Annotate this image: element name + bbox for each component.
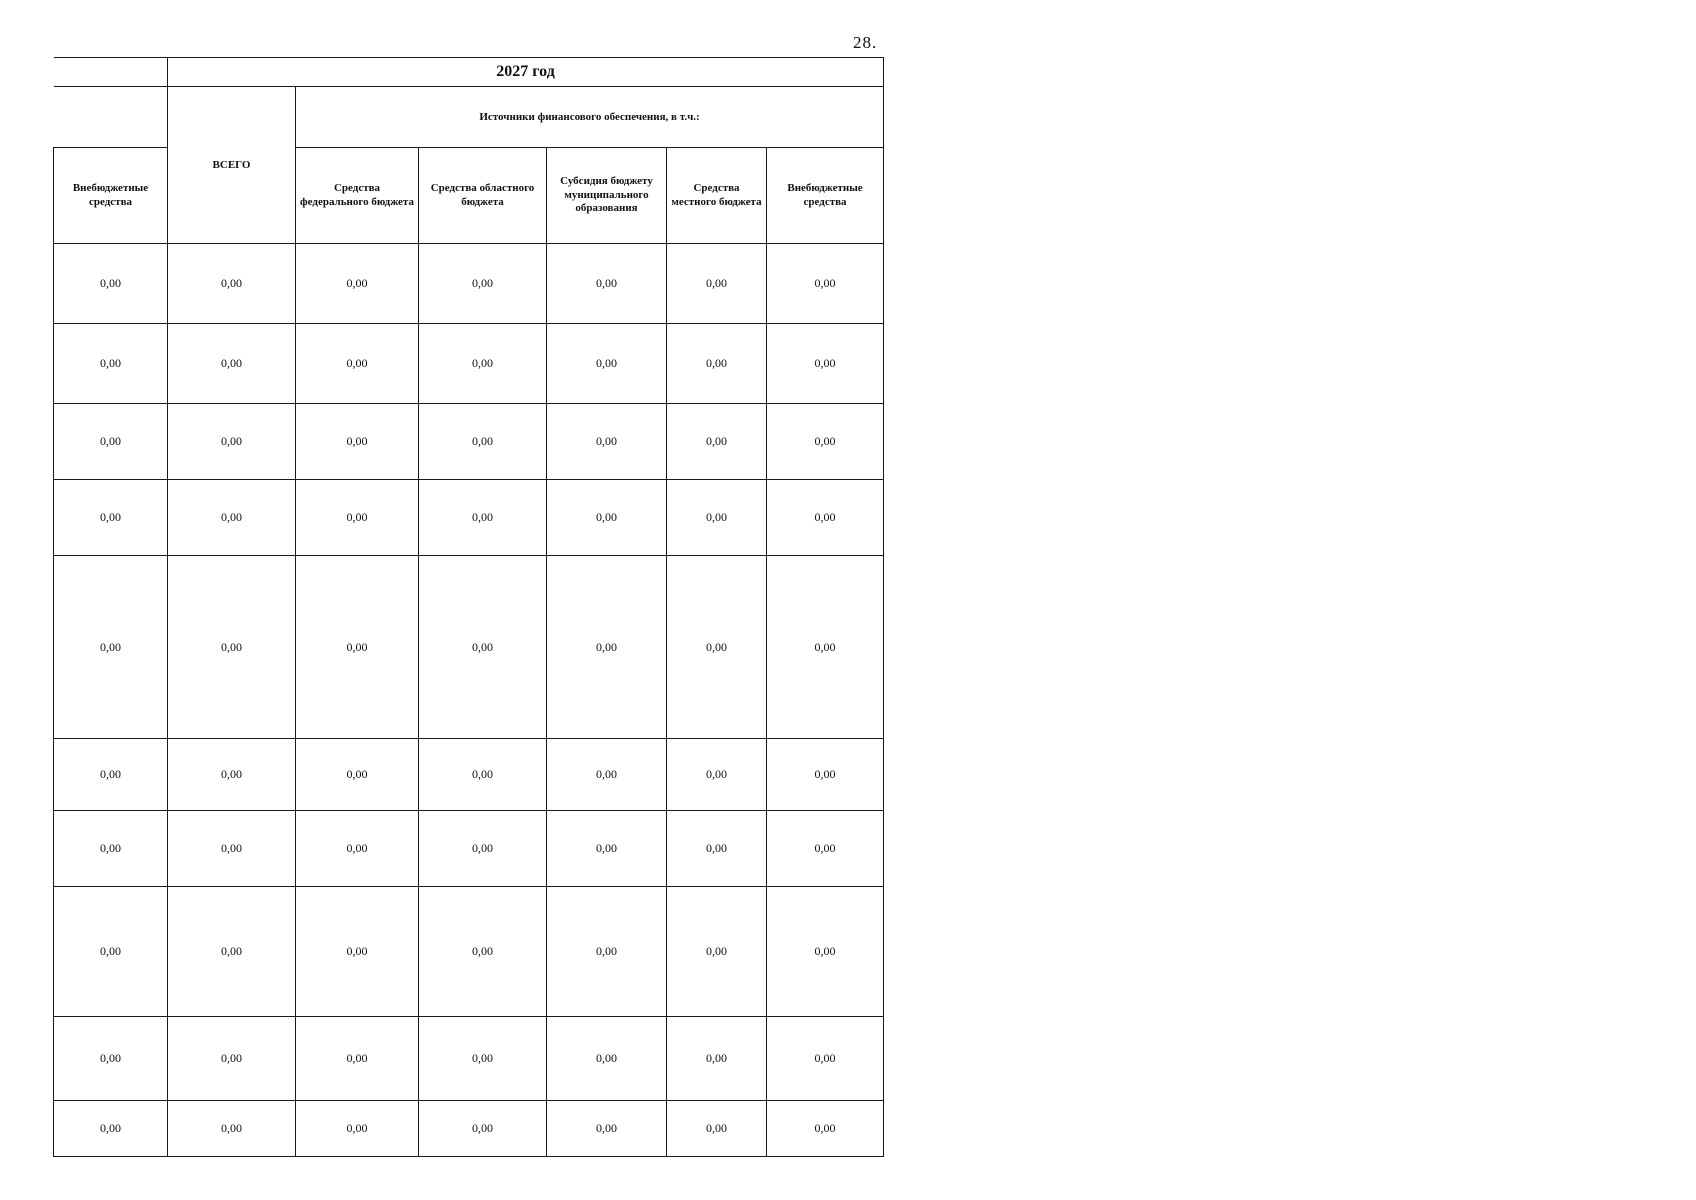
column-header-extrabudget: Внебюджетные средства [767,148,884,244]
table-cell: 0,00 [419,739,547,811]
table-cell: 0,00 [667,324,767,404]
table-cell: 0,00 [296,404,419,480]
table-cell: 0,00 [296,1017,419,1101]
table-cell: 0,00 [419,324,547,404]
table-body [54,244,884,1157]
table-cell: 0,00 [54,1101,168,1157]
table-row [54,811,884,887]
table-cell: 0,00 [667,887,767,1017]
table-cell: 0,00 [296,324,419,404]
year-header-row [54,58,884,87]
table-row [54,480,884,556]
table-cell: 0,00 [296,480,419,556]
table-cell: 0,00 [296,1101,419,1157]
table-cell: 0,00 [419,404,547,480]
table-cell: 0,00 [296,811,419,887]
table-cell: 0,00 [767,244,884,324]
table-cell: 0,00 [547,556,667,739]
table-cell: 0,00 [54,480,168,556]
table-cell: 0,00 [419,1017,547,1101]
table-row [54,739,884,811]
table-cell: 0,00 [168,1101,296,1157]
table-cell: 0,00 [767,480,884,556]
table-cell: 0,00 [767,324,884,404]
financing-table [53,57,884,1157]
table-cell: 0,00 [54,739,168,811]
blank-cell [54,87,168,148]
table-row [54,1017,884,1101]
table-cell: 0,00 [547,480,667,556]
table-cell: 0,00 [54,1017,168,1101]
table-cell: 0,00 [667,739,767,811]
table-cell: 0,00 [767,404,884,480]
table-cell: 0,00 [296,887,419,1017]
table-cell: 0,00 [54,404,168,480]
table-cell: 0,00 [767,811,884,887]
column-header-regional: Средства областного бюджета [419,148,547,244]
table-cell: 0,00 [667,556,767,739]
table-cell: 0,00 [168,811,296,887]
table-cell: 0,00 [168,324,296,404]
table-row [54,324,884,404]
table-cell: 0,00 [547,1101,667,1157]
table-cell: 0,00 [296,556,419,739]
table-cell: 0,00 [54,811,168,887]
total-header: ВСЕГО [168,87,296,244]
table-cell: 0,00 [54,324,168,404]
table-cell: 0,00 [419,1101,547,1157]
table-cell: 0,00 [419,811,547,887]
table-cell: 0,00 [667,811,767,887]
sources-header: Источники финансового обеспечения, в т.ч.: [296,87,884,148]
table-cell: 0,00 [667,480,767,556]
table-row [54,1101,884,1157]
table-cell: 0,00 [54,887,168,1017]
table-cell: 0,00 [296,739,419,811]
table-cell: 0,00 [296,244,419,324]
year-header: 2027 год [168,58,884,87]
table-cell: 0,00 [767,739,884,811]
table-cell: 0,00 [168,1017,296,1101]
table-cell: 0,00 [667,1017,767,1101]
table-row [54,404,884,480]
table-cell: 0,00 [547,739,667,811]
table-cell: 0,00 [667,1101,767,1157]
table-cell: 0,00 [168,739,296,811]
table-cell: 0,00 [547,811,667,887]
table-row [54,887,884,1017]
sources-header-row [54,87,884,148]
table-cell: 0,00 [547,244,667,324]
table-cell: 0,00 [419,887,547,1017]
blank-corner-cell [54,58,168,87]
table-cell: 0,00 [168,556,296,739]
table-cell: 0,00 [168,244,296,324]
table-row [54,556,884,739]
table-cell: 0,00 [168,480,296,556]
table-cell: 0,00 [419,244,547,324]
table-cell: 0,00 [419,480,547,556]
table-cell: 0,00 [547,887,667,1017]
table-cell: 0,00 [767,887,884,1017]
table-cell: 0,00 [767,1101,884,1157]
table-cell: 0,00 [419,556,547,739]
column-header-local: Средства местного бюджета [667,148,767,244]
column-header-extrabudget-first: Внебюджетные средства [54,148,168,244]
table-cell: 0,00 [547,1017,667,1101]
table-cell: 0,00 [54,556,168,739]
table-cell: 0,00 [767,556,884,739]
column-header-subsidy: Субсидия бюджету муниципального образования [547,148,667,244]
table-row [54,244,884,324]
column-header-federal: Средства федерального бюджета [296,148,419,244]
page-number: 28. [853,33,878,52]
table-cell: 0,00 [54,244,168,324]
table-cell: 0,00 [767,1017,884,1101]
table-cell: 0,00 [547,324,667,404]
table-cell: 0,00 [667,404,767,480]
table-cell: 0,00 [547,404,667,480]
table-cell: 0,00 [168,404,296,480]
table-cell: 0,00 [168,887,296,1017]
table-cell: 0,00 [667,244,767,324]
